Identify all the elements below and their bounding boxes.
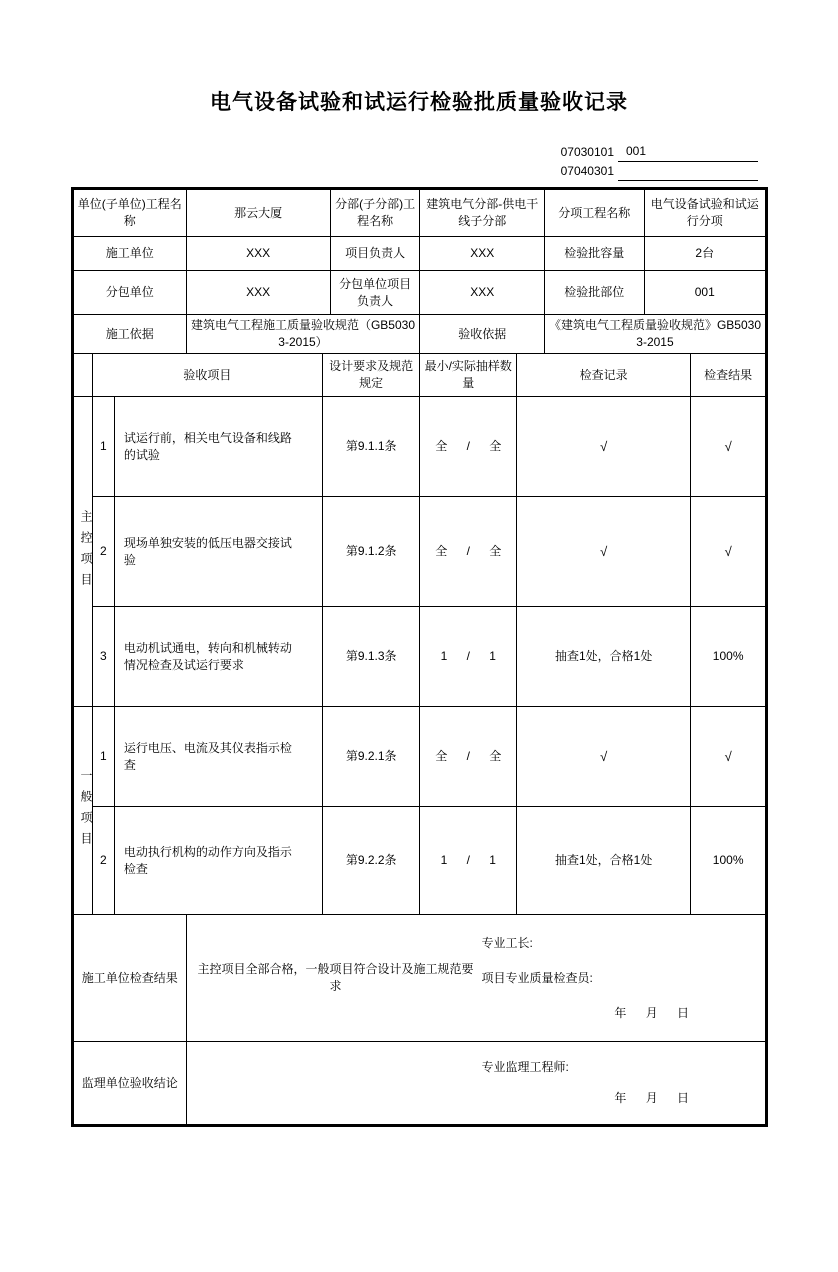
- item-desc: 试运行前，相关电气设备和线路的试验: [114, 397, 322, 497]
- item-sampling: 1 / 1: [420, 807, 517, 915]
- construction-basis-value: 建筑电气工程施工质量验收规范（GB50303-2015）: [186, 315, 420, 354]
- table-row: [74, 497, 766, 607]
- subcontractor-label: 分包单位: [74, 271, 187, 315]
- item-requirement: 第9.2.2条: [322, 807, 420, 915]
- table-row: [74, 607, 766, 707]
- table-row: [74, 397, 766, 497]
- item-sampling: 1 / 1: [420, 607, 517, 707]
- code-line-1: [71, 142, 758, 162]
- batch-location-value: 001: [644, 271, 765, 315]
- inspection-items-table: [73, 353, 766, 915]
- item-no: 1: [92, 397, 114, 497]
- contractor-result-text: 主控项目全部合格，一般项目符合设计及施工规范要求: [197, 962, 474, 993]
- item-no: 2: [92, 497, 114, 607]
- supervisor-conclusion-cell: [186, 1042, 765, 1125]
- acceptance-basis-label: 验收依据: [420, 315, 544, 354]
- info-row-subcontractor: [74, 271, 766, 315]
- construction-basis-label: 施工依据: [74, 315, 187, 354]
- unit-project-label: 单位(子单位)工程名称: [74, 190, 187, 237]
- project-manager-label: 项目负责人: [330, 237, 420, 271]
- item-record: √: [517, 707, 691, 807]
- info-row-basis: [74, 315, 766, 354]
- item-no: 2: [92, 807, 114, 915]
- division-label: 分部(子分部)工程名称: [330, 190, 420, 237]
- table-row: [74, 807, 766, 915]
- contractor-result-row: [74, 915, 766, 1042]
- section-header-spacer: [74, 354, 93, 397]
- code-1-fill-in: 001: [618, 142, 758, 162]
- code-2-fill-in: [618, 166, 758, 181]
- project-manager-value: XXX: [420, 237, 544, 271]
- contractor-date-line: 年 月 日: [614, 1005, 690, 1020]
- item-result: 100%: [691, 807, 766, 915]
- item-desc: 运行电压、电流及其仪表指示检查: [114, 707, 322, 807]
- col-header-requirement: 设计要求及规范规定: [322, 354, 420, 397]
- item-record: √: [517, 497, 691, 607]
- item-requirement: 第9.1.1条: [322, 397, 420, 497]
- contractor-result-label: 施工单位检查结果: [74, 915, 187, 1042]
- supervisor-date-line: 年 月 日: [614, 1090, 690, 1105]
- item-result: 100%: [691, 607, 766, 707]
- contractor-value: XXX: [186, 237, 330, 271]
- project-info-table: [73, 189, 766, 354]
- page-title: 电气设备试验和试运行检验批质量验收记录: [210, 91, 628, 114]
- item-desc: 现场单独安装的低压电器交接试验: [114, 497, 322, 607]
- header-codes: [71, 142, 768, 181]
- batch-capacity-label: 检验批容量: [544, 237, 644, 271]
- supervisor-section-label: 监理单位验收结论: [74, 1042, 187, 1125]
- batch-capacity-value: 2台: [644, 237, 765, 271]
- subcontractor-value: XXX: [186, 271, 330, 315]
- col-header-result: 检查结果: [691, 354, 766, 397]
- supervisor-signature-label: 专业监理工程师:: [481, 1060, 569, 1075]
- acceptance-basis-value: 《建筑电气工程质量验收规范》GB50303-2015: [544, 315, 765, 354]
- info-row-project-names: [74, 190, 766, 237]
- col-header-sampling: 最小/实际抽样数量: [420, 354, 517, 397]
- subcontractor-pm-value: XXX: [420, 271, 544, 315]
- code-1: 07030101: [560, 145, 614, 159]
- inspector-signature-label: 项目专业质量检查员:: [481, 970, 593, 985]
- item-sampling: 全 / 全: [420, 397, 517, 497]
- subitem-label: 分项工程名称: [544, 190, 644, 237]
- subcontractor-pm-label: 分包单位项目负责人: [330, 271, 420, 315]
- item-sampling: 全 / 全: [420, 707, 517, 807]
- table-row: [74, 707, 766, 807]
- contractor-result-cell: [186, 915, 765, 1042]
- item-record: √: [517, 397, 691, 497]
- item-result: √: [691, 497, 766, 607]
- items-header-row: [74, 354, 766, 397]
- info-row-contractor: [74, 237, 766, 271]
- item-no: 1: [92, 707, 114, 807]
- item-desc: 电动执行机构的动作方向及指示检查: [114, 807, 322, 915]
- division-value: 建筑电气分部-供电干线子分部: [420, 190, 544, 237]
- item-desc: 电动机试通电，转向和机械转动情况检查及试运行要求: [114, 607, 322, 707]
- item-requirement: 第9.2.1条: [322, 707, 420, 807]
- item-sampling: 全 / 全: [420, 497, 517, 607]
- unit-project-value: 那云大厦: [186, 190, 330, 237]
- item-result: √: [691, 707, 766, 807]
- code-2: 07040301: [560, 164, 614, 178]
- item-result: √: [691, 397, 766, 497]
- conclusion-table: [73, 914, 766, 1125]
- supervisor-conclusion-row: [74, 1042, 766, 1125]
- section-label-main-control: 主控项目: [74, 397, 93, 707]
- foreman-signature-label: 专业工长:: [481, 935, 533, 950]
- contractor-signature-block: [481, 918, 762, 1039]
- supervisor-signature-block: [481, 1045, 762, 1122]
- batch-location-label: 检验批部位: [544, 271, 644, 315]
- subitem-value: 电气设备试验和试运行分项: [644, 190, 765, 237]
- item-no: 3: [92, 607, 114, 707]
- code-line-2: [71, 162, 758, 181]
- acceptance-record-form: [71, 187, 768, 1127]
- item-requirement: 第9.1.3条: [322, 607, 420, 707]
- section-label-general: 一般项目: [74, 707, 93, 915]
- supervisor-conclusion-text: [190, 1045, 482, 1122]
- item-record: 抽查1处，合格1处: [517, 807, 691, 915]
- item-requirement: 第9.1.2条: [322, 497, 420, 607]
- item-record: 抽查1处，合格1处: [517, 607, 691, 707]
- col-header-item: 验收项目: [92, 354, 322, 397]
- contractor-label: 施工单位: [74, 237, 187, 271]
- col-header-record: 检查记录: [517, 354, 691, 397]
